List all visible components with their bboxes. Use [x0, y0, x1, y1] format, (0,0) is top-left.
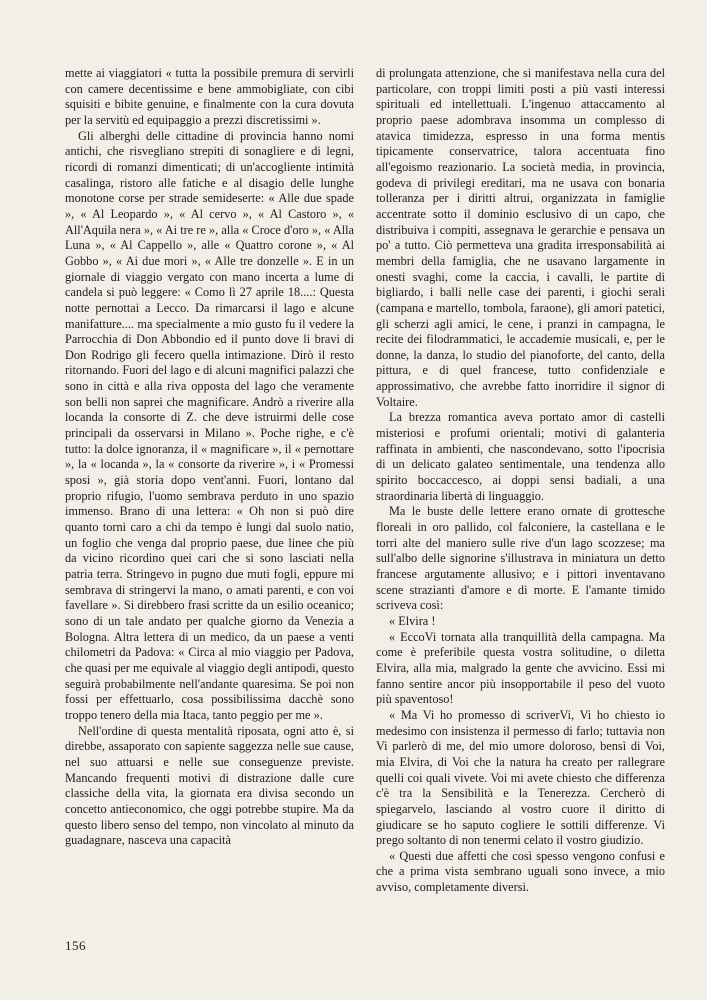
paragraph: La brezza romantica aveva portato amor di castelli misteriosi e profumi orientali; motivi di galanteria raffinata in ambienti, che nascondevano, sotto l'ipocrisia di un delicato galateo sentimentale, una tendenza allo spirito boccaccesco, ai doppi sensi badiali, a una straordinaria libertà di linguaggio.	[376, 410, 665, 503]
paragraph: Nell'ordine di questa mentalità riposata, ogni atto è, si direbbe, assaporato con sapiente saggezza nelle sue cause, nel suo attuarsi e nelle sue conseguenze previste. Mancando frequenti motivi di distrazione dalle cure classiche della vita, la giornata era divisa secondo un concetto antieconomico, che oggi potrebbe stupire. Ma da questo libero senso del tempo, non vincolato al minuto da guadagnare, nasceva una capacità	[65, 723, 354, 848]
paragraph: Ma le buste delle lettere erano ornate di grottesche floreali in oro pallido, col falconiere, la castellana e le torri alte del maniero sulle rive d'un lago scozzese; ma sull'albo delle signorine s'illustrava in miniatura un detto francese argutamente allusivo; e i pittori inventavano scene strazianti d'amore e di morte. E l'amante timido scriveva così:	[376, 504, 665, 613]
paragraph: di prolungata attenzione, che si manifestava nella cura del particolare, con troppi limiti posti a più vasti interessi spirituali ed intellettuali. L'ingenuo attaccamento al proprio paese adombrava insomma un complesso di atavica timidezza, espresso in una forma mentis tipicamente conservatrice, talora accentuata fino all'egoismo reazionario. La società media, in provincia, godeva di privilegi ereditari, ma ne usava con bonaria tolleranza per i diritti altrui, organizzata in famiglie accentrate sotto il dominio esclusivo di un capo, che distribuiva i compiti, assegnava le gerarchie e pensava un po' a tutto. Ciò permetteva una gradita irresponsabilità ai membri della famiglia, che ne usavano largamente in onesti svaghi, come la caccia, i cavalli, le partite di bigliardo, i balli nelle case dei parenti, i giochi serali (campana e martello, tombola, faraone), gli amori patetici, gli scherzi agli amici, le cene, i pranzi in campagna, le recite dei filodrammatici, le accademie musicali, e, per le donne, la danza, lo studio del pianoforte, del canto, della pittura, e di quel francese, tutto confidenziale e approssimativo, che avrebbe fatto inorridire il signor di Voltaire.	[376, 66, 665, 409]
letter-salutation: « Elvira !	[389, 613, 436, 628]
letter-paragraph: « Questi due affetti che così spesso vengono confusi e che a prima vista sembrano uguali sono invece, a mio avviso, completamente diversi.	[376, 848, 665, 895]
letter-paragraph: « Ma Vi ho promesso di scriverVi, Vi ho chiesto io medesimo con insistenza il permesso di farlo; tuttavia non Vi parlerò di me, del mio umore doloroso, bensì di Voi, mia Elvira, di Voi che la natura ha creato per rallegrare quelli coi quali vivete. Voi mi avete chiesto che differenza c'è tra la Sensibilità e la Tenerezza. Cercherò di spiegarvelo, lasciando al vostro cuore il diritto di giudicare se ho saputo cogliere le sottili differenze. Vi prego soltanto di non tenermi celato il vostro giudizio.	[376, 707, 665, 848]
left-text-column	[65, 66, 354, 849]
paragraph: mette ai viaggiatori « tutta la possibile premura di servirli con camere decentissime e bene ammobigliate, con cibi squisiti e bibite genuine, e finalmente con la cura dovuta per la servitù ed equipaggio a prezzi discretissimi ».	[65, 66, 354, 127]
letter-paragraph: « EccoVi tornata alla tranquillità della campagna. Ma come è preferibile questa vostra solitudine, o diletta Elvira, alla mia, malgrado la gente che avvicino. Essi mi fanno sentire ancor più insopportabile il peso del vuoto più spaventoso!	[376, 629, 665, 707]
page-number: 156	[65, 938, 86, 953]
right-text-column	[376, 66, 665, 896]
paragraph: Gli alberghi delle cittadine di provincia hanno nomi antichi, che risvegliano strepiti di sonagliere e di legni, ricordi di romanzi dimenticati; di un'accogliente intimità casalinga, ristoro alle fatiche e al disagio delle lunghe monotone corse per strade semideserte: « Alle due spade », « Al Leopardo », « Al cervo », « Al Castoro », « All'Aquila nera », « Ai tre re », alla « Croce d'oro », « Alla Luna », « Al Cappello », alle « Quattro corone », « Al Gobbo », « Ai due mori », « Alle tre donzelle ». E in un giornale di viaggio vergato con mano incerta a lume di candela si può leggere: « Como lì 27 aprile 18....: Questa notte pernottai a Lecco. Da rimarcarsi il lago e alcune manifatture.... ma specialmente a mio gusto fu il vedere la Parrocchia di Don Abbondio ed il punto dove li bravi di Don Rodrigo gli fecero quella intimazione. Dirò il resto ritornando. Fuori del lago e di alcuni magnifici palazzi che sono in città e alla riva opposta del lago che veramente son belli non saprei che magnificare. Andrò a riverire alla locanda la consorte di Z. che deve istruirmi delle cose principali da osservarsi in Milano ». Poche righe, e c'è tutto: la dolce ignoranza, il « magnificare », il « pernottare », la « locanda », la « consorte da riverire », i « Promessi sposi », già storia dopo vent'anni. Fuori, lontano dal proprio rifugio, l'uomo sembrava perduto in uno spazio immenso. Brano di una lettera: « Oh non si può dire quanto torni caro a chi da tempo è lungi dal suolo natio, un foglio che venga dal proprio paese, due linee che più da vicino ricordino quei cari che si sono lasciati nella patria terra. Stringevo in pugno due muti fogli, eppure mi sembrava di stringervi la mano, o amati parenti, e con voi favellare ». Si direbbero frasi scritte da un esilio oceanico; sono di un tale andato per qualche giorno da Venezia a Bologna. Altra lettera di un medico, da un paese a venti chilometri da Padova: « Circa al mio viaggio per Padova, che quasi per me equivale al viaggio degli antipodi, questo seguirà probabilmente nell'andante quaresima. Se poi non fossi per effettuarlo, cosa possibilissima dacchè sono troppo tenero della mia Itaca, tanto peggio per me ».	[65, 128, 354, 722]
